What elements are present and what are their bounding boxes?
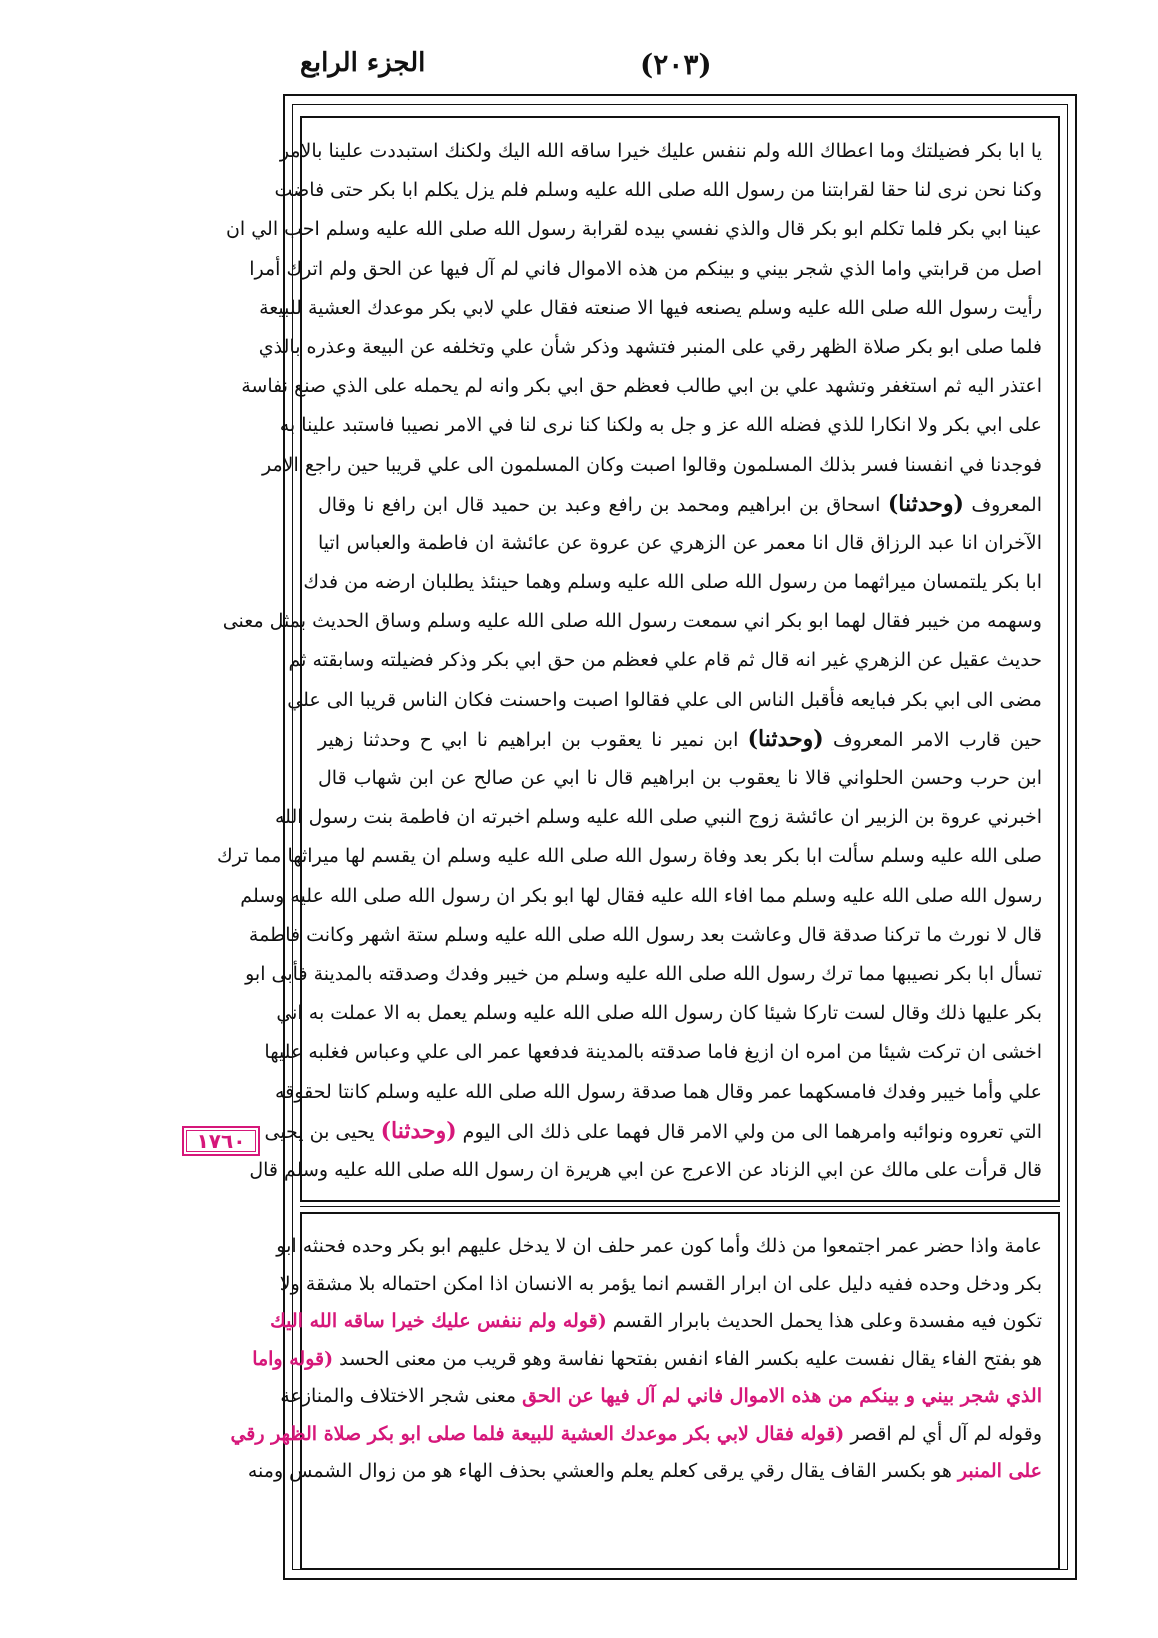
page-header	[0, 0, 1158, 100]
main-text-line	[249, 250, 1042, 289]
main-text-segment: قال لا نورث ما تركنا صدقة قال وعاشت بعد رسول الله صلى الله عليه وسلم ستة اشهر وكانت فاطمة	[248, 923, 1042, 946]
main-text-line	[225, 210, 1042, 249]
main-text-segment: رأيت رسول الله صلى الله عليه وسلم يصنعه فيها الا صنعته فقال علي لابي بكر موعدك العشية للبيعة	[259, 296, 1042, 319]
commentary-text	[230, 1228, 1042, 1491]
volume-title: الجزء الرابع	[300, 48, 426, 78]
main-text-line	[276, 994, 1042, 1033]
main-text-line	[240, 877, 1042, 916]
main-text-segment: حين قارب الامر المعروف	[823, 728, 1042, 751]
main-text-segment: رسول الله صلى الله عليه وسلم مما افاء الله عليه فقال لها ابو بكر ان رسول الله صلى الله عليه وسلم	[240, 884, 1042, 907]
commentary-line	[279, 1266, 1042, 1304]
main-text-segment: اسحاق بن ابراهيم ومحمد بن رافع وعبد بن حميد قال ابن رافع نا وقال	[318, 493, 888, 516]
main-text-line	[318, 524, 1042, 563]
commentary-segment: وقوله لم آل أي لم اقصر	[844, 1422, 1042, 1445]
main-text-segment: ابن حرب وحسن الحلواني قالا نا يعقوب بن ابراهيم قال نا ابي عن صالح عن ابن شهاب قال	[318, 767, 1042, 789]
main-text-line	[274, 171, 1042, 210]
main-text-segment: (وحدثنا)	[887, 490, 964, 517]
main-text-line	[287, 681, 1042, 720]
commentary-segment: معنى شجر الاختلاف والمنازعة	[280, 1385, 523, 1407]
main-text-segment: يا ابا بكر فضيلتك وما اعطاك الله ولم ننفس عليك خيرا ساقه الله اليك ولكنك استبددت علينا بالامر	[279, 140, 1042, 162]
commentary-segment: هو بفتح الفاء يقال نفست عليه بكسر الفاء انفس بفتحها نفاسة وهو قريب من معنى الحسد	[333, 1347, 1042, 1370]
main-text-line	[264, 1112, 1042, 1151]
commentary-line	[270, 1303, 1042, 1341]
commentary-segment: (قوله فقال لابي بكر موعدك العشية للبيعة فلما صلى ابو بكر صلاة الظهر رقي	[230, 1422, 845, 1445]
main-text-segment: وسهمه من خيبر فقال لهما ابو بكر اني سمعت رسول الله صلى الله عليه وسلم وساق الحديث بمثل معنى	[222, 610, 1042, 633]
hadith-number-badge: ١٧٦٠	[182, 1126, 260, 1156]
main-text-segment: مضى الى ابي بكر فبايعه فأقبل الناس الى علي فقالوا اصبت واحسنت فكان الناس قريبا الى علي	[287, 688, 1042, 711]
main-text-segment: حديث عقيل عن الزهري غير انه قال ثم قام علي فعظم من حق ابي بكر وذكر فضيلته وسابقته ثم	[288, 649, 1042, 672]
main-text-line	[275, 798, 1042, 837]
main-text-line	[264, 1033, 1042, 1072]
main-text-segment: وكنا نحن نرى لنا حقا لقرابتنا من رسول الله صلى الله عليه وسلم فلم يزل يكلم ابا بكر حتى فاضت	[274, 179, 1042, 202]
main-text-line	[241, 367, 1042, 406]
main-text-line	[258, 328, 1042, 367]
main-text-segment: (وحدثنا)	[747, 725, 824, 752]
main-text-line	[249, 1151, 1042, 1190]
commentary-box	[230, 1212, 1060, 1570]
main-text-segment: اعتذر اليه ثم استغفر وتشهد علي بن ابي طالب فعظم حق ابي بكر وانه لم يحمله على الذي صنع نفاسة	[241, 375, 1042, 398]
main-text-line	[303, 563, 1042, 602]
main-text-segment: يحيى بن يحيى	[264, 1120, 381, 1143]
commentary-line	[252, 1341, 1042, 1379]
commentary-line	[230, 1416, 1042, 1454]
main-text-segment: قال قرأت على مالك عن ابي الزناد عن الاعرج عن ابي هريرة ان رسول الله صلى الله عليه وسلم قال	[249, 1158, 1042, 1181]
main-text-segment: اخبرني عروة بن الزبير ان عائشة زوج النبي صلى الله عليه وسلم اخبرته ان فاطمة بنت رسول الله	[275, 806, 1042, 829]
main-text-segment: الآخران انا عبد الرزاق قال انا معمر عن الزهري عن عروة عن عائشة ان فاطمة والعباس اتيا	[318, 531, 1042, 554]
commentary-segment: (قوله واما	[252, 1347, 334, 1370]
main-text-segment: صلى الله عليه وسلم سألت ابا بكر بعد وفاة رسول الله صلى الله عليه وسلم ان يقسم لها ميراثها مما ترك	[217, 845, 1042, 868]
main-text-line	[262, 446, 1042, 485]
main-text-segment: التي تعروه ونوائبه وامرهما الى من ولي الامر قال فهما على ذلك الى اليوم	[456, 1120, 1042, 1143]
commentary-segment: على المنبر	[957, 1460, 1042, 1482]
main-text-line	[217, 837, 1042, 876]
main-text-segment: المعروف	[963, 493, 1042, 516]
main-text-segment: فوجدنا في انفسنا فسر بذلك المسلمون وقالوا اصبت وكان المسلمون الى علي قريبا حين راجع الامر	[262, 453, 1042, 476]
main-text-segment: تسأل ابا بكر نصيبها مما ترك رسول الله صلى الله عليه وسلم من خيبر وفدك وصدقته بالمدينة فأبى ابو	[245, 962, 1042, 985]
main-text-line	[248, 916, 1042, 955]
main-text-segment: ابن نمير نا يعقوب بن ابراهيم نا ابي ح وحدثنا زهير	[318, 728, 748, 751]
commentary-line	[280, 1378, 1042, 1416]
commentary-segment: الذي شجر بيني و بينكم من هذه الاموال فاني لم آل فيها عن الحق	[522, 1385, 1042, 1407]
main-text-line	[222, 602, 1042, 641]
commentary-segment: بكر ودخل وحده ففيه دليل على ان ابرار القسم انما يؤمر به الانسان اذا امكن احتماله بلا مشقة ولا	[279, 1272, 1042, 1295]
main-text-line	[279, 406, 1042, 445]
main-text-segment: (وحدثنا)	[380, 1117, 457, 1144]
main-text-segment: على ابي بكر ولا انكارا للذي فضله الله عز و جل به ولكنا كنا نرى لنا في الامر نصيبا فاستبد علينا به	[279, 414, 1042, 437]
main-text-line	[318, 759, 1042, 798]
main-text-line	[318, 485, 1042, 524]
main-text-segment: عينا ابي بكر فلما تكلم ابو بكر قال والذي نفسي بيده لقرابة رسول الله صلى الله عليه وسلم احب الي ان	[225, 218, 1042, 241]
main-text-line	[245, 955, 1042, 994]
commentary-line	[276, 1228, 1042, 1266]
main-text-segment: ابا بكر يلتمسان ميراثهما من رسول الله صلى الله عليه وسلم وهما حينئذ يطلبان ارضه من فدك	[303, 571, 1042, 594]
main-text-segment: فلما صلى ابو بكر صلاة الظهر رقي على المنبر فتشهد وذكر شأن علي وتخلفه عن البيعة وعذره بالذي	[258, 335, 1042, 358]
commentary-line	[247, 1453, 1042, 1491]
main-text-line	[275, 1073, 1042, 1112]
commentary-segment: (قوله ولم ننفس عليك خيرا ساقه الله اليك	[270, 1310, 607, 1332]
commentary-segment: عامة واذا حضر عمر اجتمعوا من ذلك وأما كون عمر حلف ان لا يدخل عليهم ابو بكر وحده فحنثه ابو	[276, 1235, 1042, 1257]
main-text-line	[288, 641, 1042, 680]
section-divider	[300, 1206, 1060, 1207]
main-text-segment: بكر عليها ذلك وقال لست تاركا شيئا كان رسول الله صلى الله عليه وسلم يعمل به الا عملت به اني	[276, 1002, 1042, 1025]
main-text-line	[318, 720, 1042, 759]
main-text-line	[279, 132, 1042, 171]
page-number: (٢٠٣)	[640, 48, 712, 81]
main-text-line	[259, 289, 1042, 328]
main-text-segment: اخشى ان تركت شيئا من امره ان ازيغ فاما صدقته بالمدينة فدفعها عمر الى علي وعباس فغلبه عليها	[264, 1041, 1042, 1064]
main-text-segment: علي وأما خيبر وفدك فامسكهما عمر وقال هما صدقة رسول الله صلى الله عليه وسلم كانتا لحقوقه	[275, 1080, 1042, 1103]
commentary-segment: هو بكسر القاف يقال رقي يرقى كعلم يعلم والعشي بحذف الهاء هو من زوال الشمس ومنه	[247, 1460, 958, 1482]
commentary-segment: تكون فيه مفسدة وعلى هذا يحمل الحديث بابرار القسم	[606, 1310, 1042, 1332]
main-text-segment: اصل من قرابتي واما الذي شجر بيني و بينكم من هذه الاموال فاني لم آل فيها عن الحق ولم اترك أمرا	[249, 257, 1042, 280]
